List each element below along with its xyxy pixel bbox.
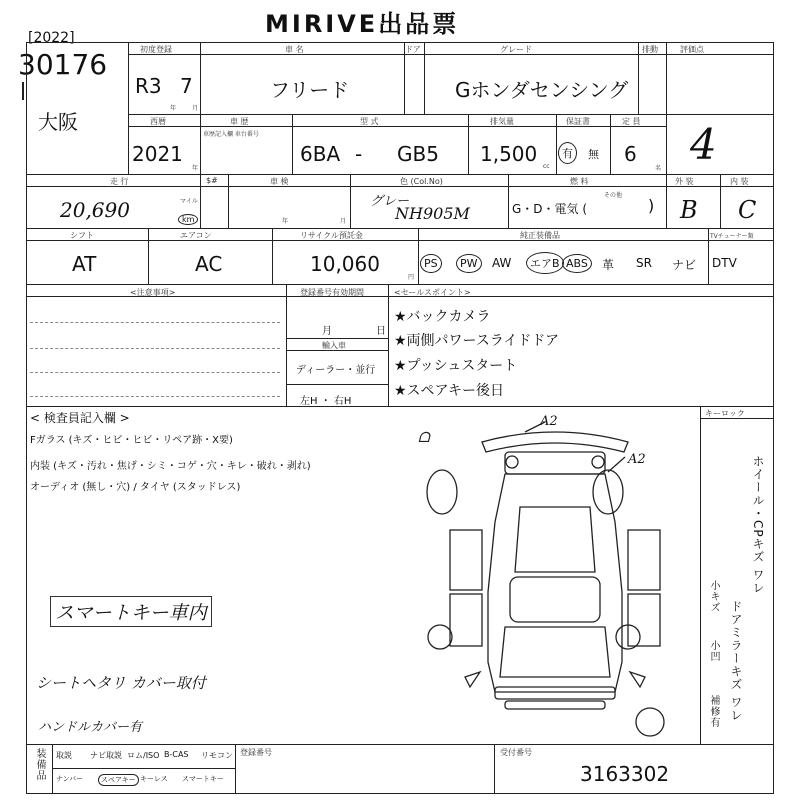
first-reg-month: 7 bbox=[180, 74, 193, 98]
location-label: 大阪 bbox=[38, 110, 78, 134]
header-shift: シフト bbox=[70, 231, 94, 240]
model-prefix: 6BA bbox=[300, 142, 341, 166]
grade-value: Gホンダセンシング bbox=[455, 78, 629, 102]
mirror-right bbox=[630, 672, 645, 687]
header-ac: エアコン bbox=[180, 231, 212, 240]
color-number: NH905M bbox=[395, 204, 470, 223]
header-door: ドア bbox=[405, 45, 421, 54]
rear-lamp-left bbox=[506, 456, 518, 468]
header-warranty: 保証書 bbox=[566, 117, 590, 126]
header-chassis: 車 歴 bbox=[230, 117, 249, 126]
hw-seat: シートヘタリ カバー取付 bbox=[36, 674, 206, 692]
equipment-item: SR bbox=[636, 256, 652, 270]
front-grille bbox=[505, 701, 605, 709]
ac-value: AC bbox=[195, 252, 223, 276]
header-capacity: 定 員 bbox=[622, 117, 641, 126]
header-color: 色 (Col.No) bbox=[400, 177, 443, 186]
wheel-rear-left bbox=[427, 470, 457, 514]
unit-mile: マイル bbox=[180, 198, 198, 205]
unit-km: km bbox=[178, 207, 198, 226]
form-title: MIRIVE出品票 bbox=[265, 10, 460, 38]
chassis-sub: 車歴記入欄 車台番号 bbox=[203, 131, 259, 138]
footer-item-bottom: スペアキー bbox=[98, 774, 139, 786]
equipment-item: PW bbox=[456, 252, 482, 273]
header-shift-disp: 排動 bbox=[642, 45, 658, 54]
color-name: グレー bbox=[370, 194, 410, 209]
header-sales: <セールスポイント> bbox=[394, 288, 471, 297]
header-first-reg: 初度登録 bbox=[140, 45, 172, 54]
mileage-value: 20,690 bbox=[60, 198, 130, 222]
footer-item-top: ナビ取説 bbox=[90, 751, 122, 760]
handle-side: 左H ・ 右H bbox=[300, 396, 352, 407]
header-interior: 内 装 bbox=[730, 177, 749, 186]
line-glass: Fガラス (キズ・ヒビ・ヒビ・リペア跡・X要) bbox=[30, 435, 233, 446]
unit-year: 年 bbox=[170, 105, 177, 112]
import-type: ディーラー・並行 bbox=[296, 365, 376, 376]
tailgate-open bbox=[482, 432, 628, 452]
unit-cc: cc bbox=[543, 163, 550, 170]
model-dash: - bbox=[355, 142, 363, 166]
equipment-item: DTV bbox=[712, 256, 737, 270]
year-value: 2021 bbox=[132, 142, 183, 166]
door-right-rear bbox=[628, 530, 660, 590]
exterior-value: B bbox=[680, 196, 698, 224]
displacement-value: 1,500 bbox=[480, 142, 538, 166]
header-items: 装備品 bbox=[34, 748, 45, 781]
fuel-other: その他 bbox=[604, 192, 623, 199]
mirror-left bbox=[465, 672, 480, 687]
fuel-close: ) bbox=[648, 196, 655, 215]
header-inspector: < 検査員記入欄 > bbox=[30, 411, 130, 425]
unit-yen: 円 bbox=[408, 274, 415, 281]
header-consign-no: 受付番号 bbox=[500, 748, 532, 757]
footer-item-top: 取説 bbox=[56, 751, 72, 760]
legend-small-dent: 小凹 bbox=[708, 640, 719, 662]
header-inspection: 車 検 bbox=[270, 177, 289, 186]
header-sahash: $# bbox=[206, 176, 218, 185]
footer-item-bottom: キーレス bbox=[140, 775, 168, 783]
rec-day: 日 bbox=[376, 326, 386, 337]
rec-month: 月 bbox=[322, 326, 332, 337]
header-seireki: 西暦 bbox=[150, 117, 166, 126]
sales-point-2: ★両側パワースライドドア bbox=[394, 333, 560, 349]
header-reg-no: 登録番号 bbox=[240, 748, 272, 757]
header-displacement: 排気量 bbox=[490, 117, 514, 126]
wheel-front-left bbox=[428, 625, 452, 649]
header-import: 輸入車 bbox=[322, 341, 346, 350]
car-damage-diagram bbox=[410, 412, 700, 742]
unit-persons: 名 bbox=[655, 165, 662, 172]
recycle-value: 10,060 bbox=[310, 252, 380, 276]
fuel-options: G・D・電気 ( bbox=[512, 202, 588, 216]
hood bbox=[500, 627, 610, 677]
roof bbox=[515, 507, 595, 572]
damage-mark-2: A2 bbox=[628, 452, 646, 467]
header-recycle: リサイクル預託金 bbox=[300, 231, 363, 240]
legend-repaired: 補修有 bbox=[708, 695, 719, 728]
sales-point-3: ★プッシュスタート bbox=[394, 358, 518, 374]
car-name-value: フリード bbox=[270, 78, 350, 102]
warranty-no: 無 bbox=[588, 148, 599, 161]
interior-value: C bbox=[738, 196, 757, 224]
hw-smart-key: スマートキー車内 bbox=[50, 596, 212, 627]
inspection-month: 月 bbox=[340, 218, 347, 225]
equipment-item: エアB bbox=[526, 252, 564, 274]
equipment-item: ナビ bbox=[672, 258, 697, 272]
equipment-item: AW bbox=[492, 256, 512, 270]
consign-no-value: 3163302 bbox=[580, 762, 670, 786]
sales-point-1: ★バックカメラ bbox=[394, 309, 491, 325]
equipment-item: 革 bbox=[602, 258, 615, 272]
warranty-yes: 有 bbox=[558, 142, 577, 164]
footer-item-top: リモコン bbox=[201, 751, 233, 760]
line-interior: 内装 (キズ・汚れ・焦げ・シミ・コゲ・穴・キレ・破れ・剥れ) bbox=[30, 461, 311, 472]
first-reg-year: R3 bbox=[135, 74, 162, 98]
windshield bbox=[510, 577, 600, 622]
line-audio: オーディオ (無し・穴) / タイヤ (スタッドレス) bbox=[30, 482, 241, 493]
equipment-item: ABS bbox=[562, 252, 592, 273]
legend-wheel: ホイール・CPキズ ワレ bbox=[751, 455, 765, 595]
footer-item-bottom: スマートキー bbox=[182, 775, 224, 783]
header-fuel: 燃 料 bbox=[570, 177, 589, 186]
shift-value: AT bbox=[72, 252, 97, 276]
legend-mirror: ドアミラーキズ ワレ bbox=[729, 600, 743, 722]
header-exterior: 外 装 bbox=[675, 177, 694, 186]
unit-year-2: 年 bbox=[192, 165, 199, 172]
unit-month: 月 bbox=[192, 105, 199, 112]
door-left-rear bbox=[450, 530, 482, 590]
sales-point-4: ★スペアキー後日 bbox=[394, 383, 504, 399]
header-mileage: 走 行 bbox=[110, 177, 129, 186]
lot-number: 30176 bbox=[18, 48, 108, 81]
svg-text:ᗝ: ᗝ bbox=[418, 430, 430, 446]
header-notes: <注意事項> bbox=[130, 288, 176, 297]
capacity-value: 6 bbox=[624, 142, 637, 166]
footer-item-top: ロム/ISO bbox=[127, 751, 160, 760]
legend-small-scratch: 小キズ bbox=[708, 580, 719, 613]
door-right-front bbox=[628, 594, 660, 646]
header-tv: TVチューナー類 bbox=[710, 233, 754, 240]
header-model: 型 式 bbox=[360, 117, 379, 126]
header-equipment: 純正装備品 bbox=[520, 231, 560, 240]
header-rec-period: 登録番号有効期間 bbox=[300, 288, 364, 297]
rear-lamp-right bbox=[592, 456, 604, 468]
front-bumper bbox=[495, 687, 615, 699]
equipment-item: PS bbox=[420, 252, 442, 273]
rear-window bbox=[505, 452, 605, 474]
spare-wheel bbox=[636, 708, 664, 736]
header-key-lock: キーロック bbox=[705, 409, 745, 418]
footer-item-bottom: ナンバー bbox=[56, 775, 84, 783]
model-code: GB5 bbox=[397, 142, 439, 166]
header-grade: グレード bbox=[500, 45, 532, 54]
hw-handle: ハンドルカバー有 bbox=[38, 720, 143, 735]
year-tag: [2022] bbox=[28, 30, 75, 46]
inspection-year: 年 bbox=[282, 218, 289, 225]
header-car-name: 車 名 bbox=[285, 45, 304, 54]
wheel-rear-right bbox=[593, 470, 623, 514]
damage-mark-1: A2 bbox=[540, 414, 558, 429]
footer-item-top: B-CAS bbox=[164, 750, 189, 759]
header-score: 評価点 bbox=[680, 45, 704, 54]
score-value: 4 bbox=[690, 120, 717, 169]
door-left-front bbox=[450, 594, 482, 646]
